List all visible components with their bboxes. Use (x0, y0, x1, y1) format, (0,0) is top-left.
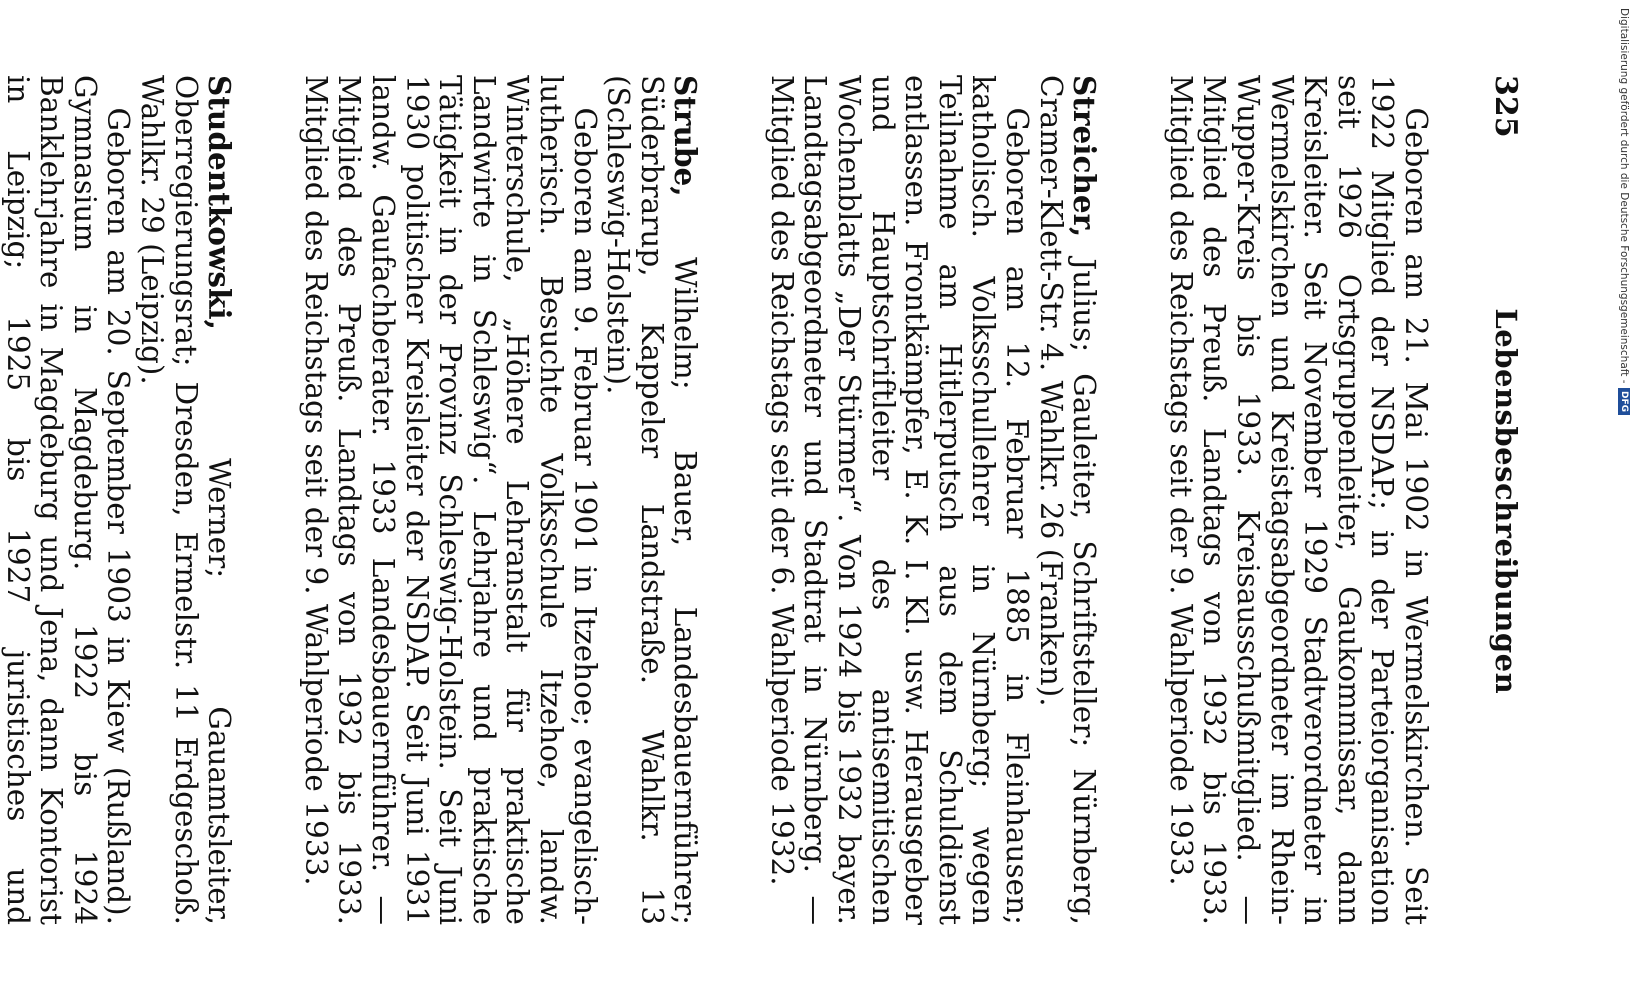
entry-paragraph: Geboren am 12. Februar 1885 in Fleinhausen; katholisch. Volksschullehrer in Nürnberg; wegen Teilnahme am Hitlerputsch aus dem Schuldienst entlassen. Frontkämpfer, E. K. I. Kl. usw. Herausgeber und Hauptschriftleiter des antisemitischen Wochenblatts „Der Stürmer“. Von 1924 bis 1932 bayer. Landtagsabgeordneter und Stadtrat in Nürnberg. — Mitglied des Reichstags seit der 6. Wahlperiode 1932. (764, 75, 1035, 925)
entry-heading (1033, 75, 1101, 925)
entry-head-text: Werner; Gauamtsleiter, Oberregierungsrat; Dresden, Ermelstr. 11 Erdgeschoß. Wahlkr. 29 (Leipzig). (135, 75, 237, 925)
credit-text: Digitalisierung gefördert durch die Deutsche Forschungsgemeinschaft - (1618, 8, 1630, 384)
digitization-credit (1618, 8, 1630, 415)
entry-paragraph: Geboren am 21. Mai 1902 in Wermelskirchen. Seit 1922 Mitglied der NSDAP.; in der Parteiorganisation seit 1926 Ortsgruppenleiter, Gaukommissar, dann Kreisleiter. Seit November 1929 Stadtverordneter in Wermelskirchen und Kreistagsabgeordneter im Rhein-Wupper-Kreis bis 1933. Kreisausschußmitglied. — Mitglied des Preuß. Landtags von 1932 bis 1933. Mitglied des Reichstags seit der 9. Wahlperiode 1933. (1163, 75, 1433, 925)
entry-heading (134, 75, 236, 925)
entry-paragraph: Geboren am 20. September 1903 in Kiew (Rußland). Gymnasium in Magdeburg. 1922 bis 1924 Banklehrjahre in Magdeburg und Jena, dann Kontorist in Leipzig; 1925 bis 1927 juristisches und (0, 75, 136, 925)
entry-name: Strube, (668, 75, 704, 197)
biography-entry-continued (1163, 75, 1432, 925)
book-page (0, 35, 1567, 965)
dfg-logo: DFG (1618, 388, 1630, 415)
biography-entry-streicher (764, 75, 1101, 925)
entry-head-text: Julius; Gauleiter, Schriftsteller; Nürnberg, Cramer-Klett-Str. 4. Wahlkr. 26 (Franken). (1033, 75, 1102, 925)
entry-paragraph: Geboren am 9. Februar 1901 in Itzehoe; evangelisch-lutherisch. Besuchte Volksschule Itzehoe, landw. Winterschule, „Höhere Lehranstalt für praktische Landwirte in Schleswig“. Lehrjahre und praktische Tätigkeit in der Provinz Schleswig-Holstein. Seit Juni 1930 politischer Kreisleiter der NSDAP. Seit Juni 1931 landw. Gaufachberater. 1933 Landesbauernführer. — Mitglied des Preuß. Landtags von 1932 bis 1933. Mitglied des Reichstags seit der 9. Wahlperiode 1933. (298, 75, 602, 925)
biography-entry-studentkowski (0, 75, 236, 925)
entry-heading (601, 75, 703, 925)
entry-name: Streicher, (1067, 75, 1103, 238)
page-number: 325 (1488, 75, 1523, 138)
running-head: Lebensbeschreibungen (1489, 308, 1523, 695)
entry-name: Studentkowski, (202, 75, 238, 330)
entry-head-text: Wilhelm; Bauer, Landesbauernführer; Süderbrarup, Kappeler Landstraße. Wahlkr. 13 (Schleswig-Holstein). (601, 75, 703, 925)
page-header (1488, 75, 1523, 925)
biography-entry-strube (298, 75, 702, 925)
